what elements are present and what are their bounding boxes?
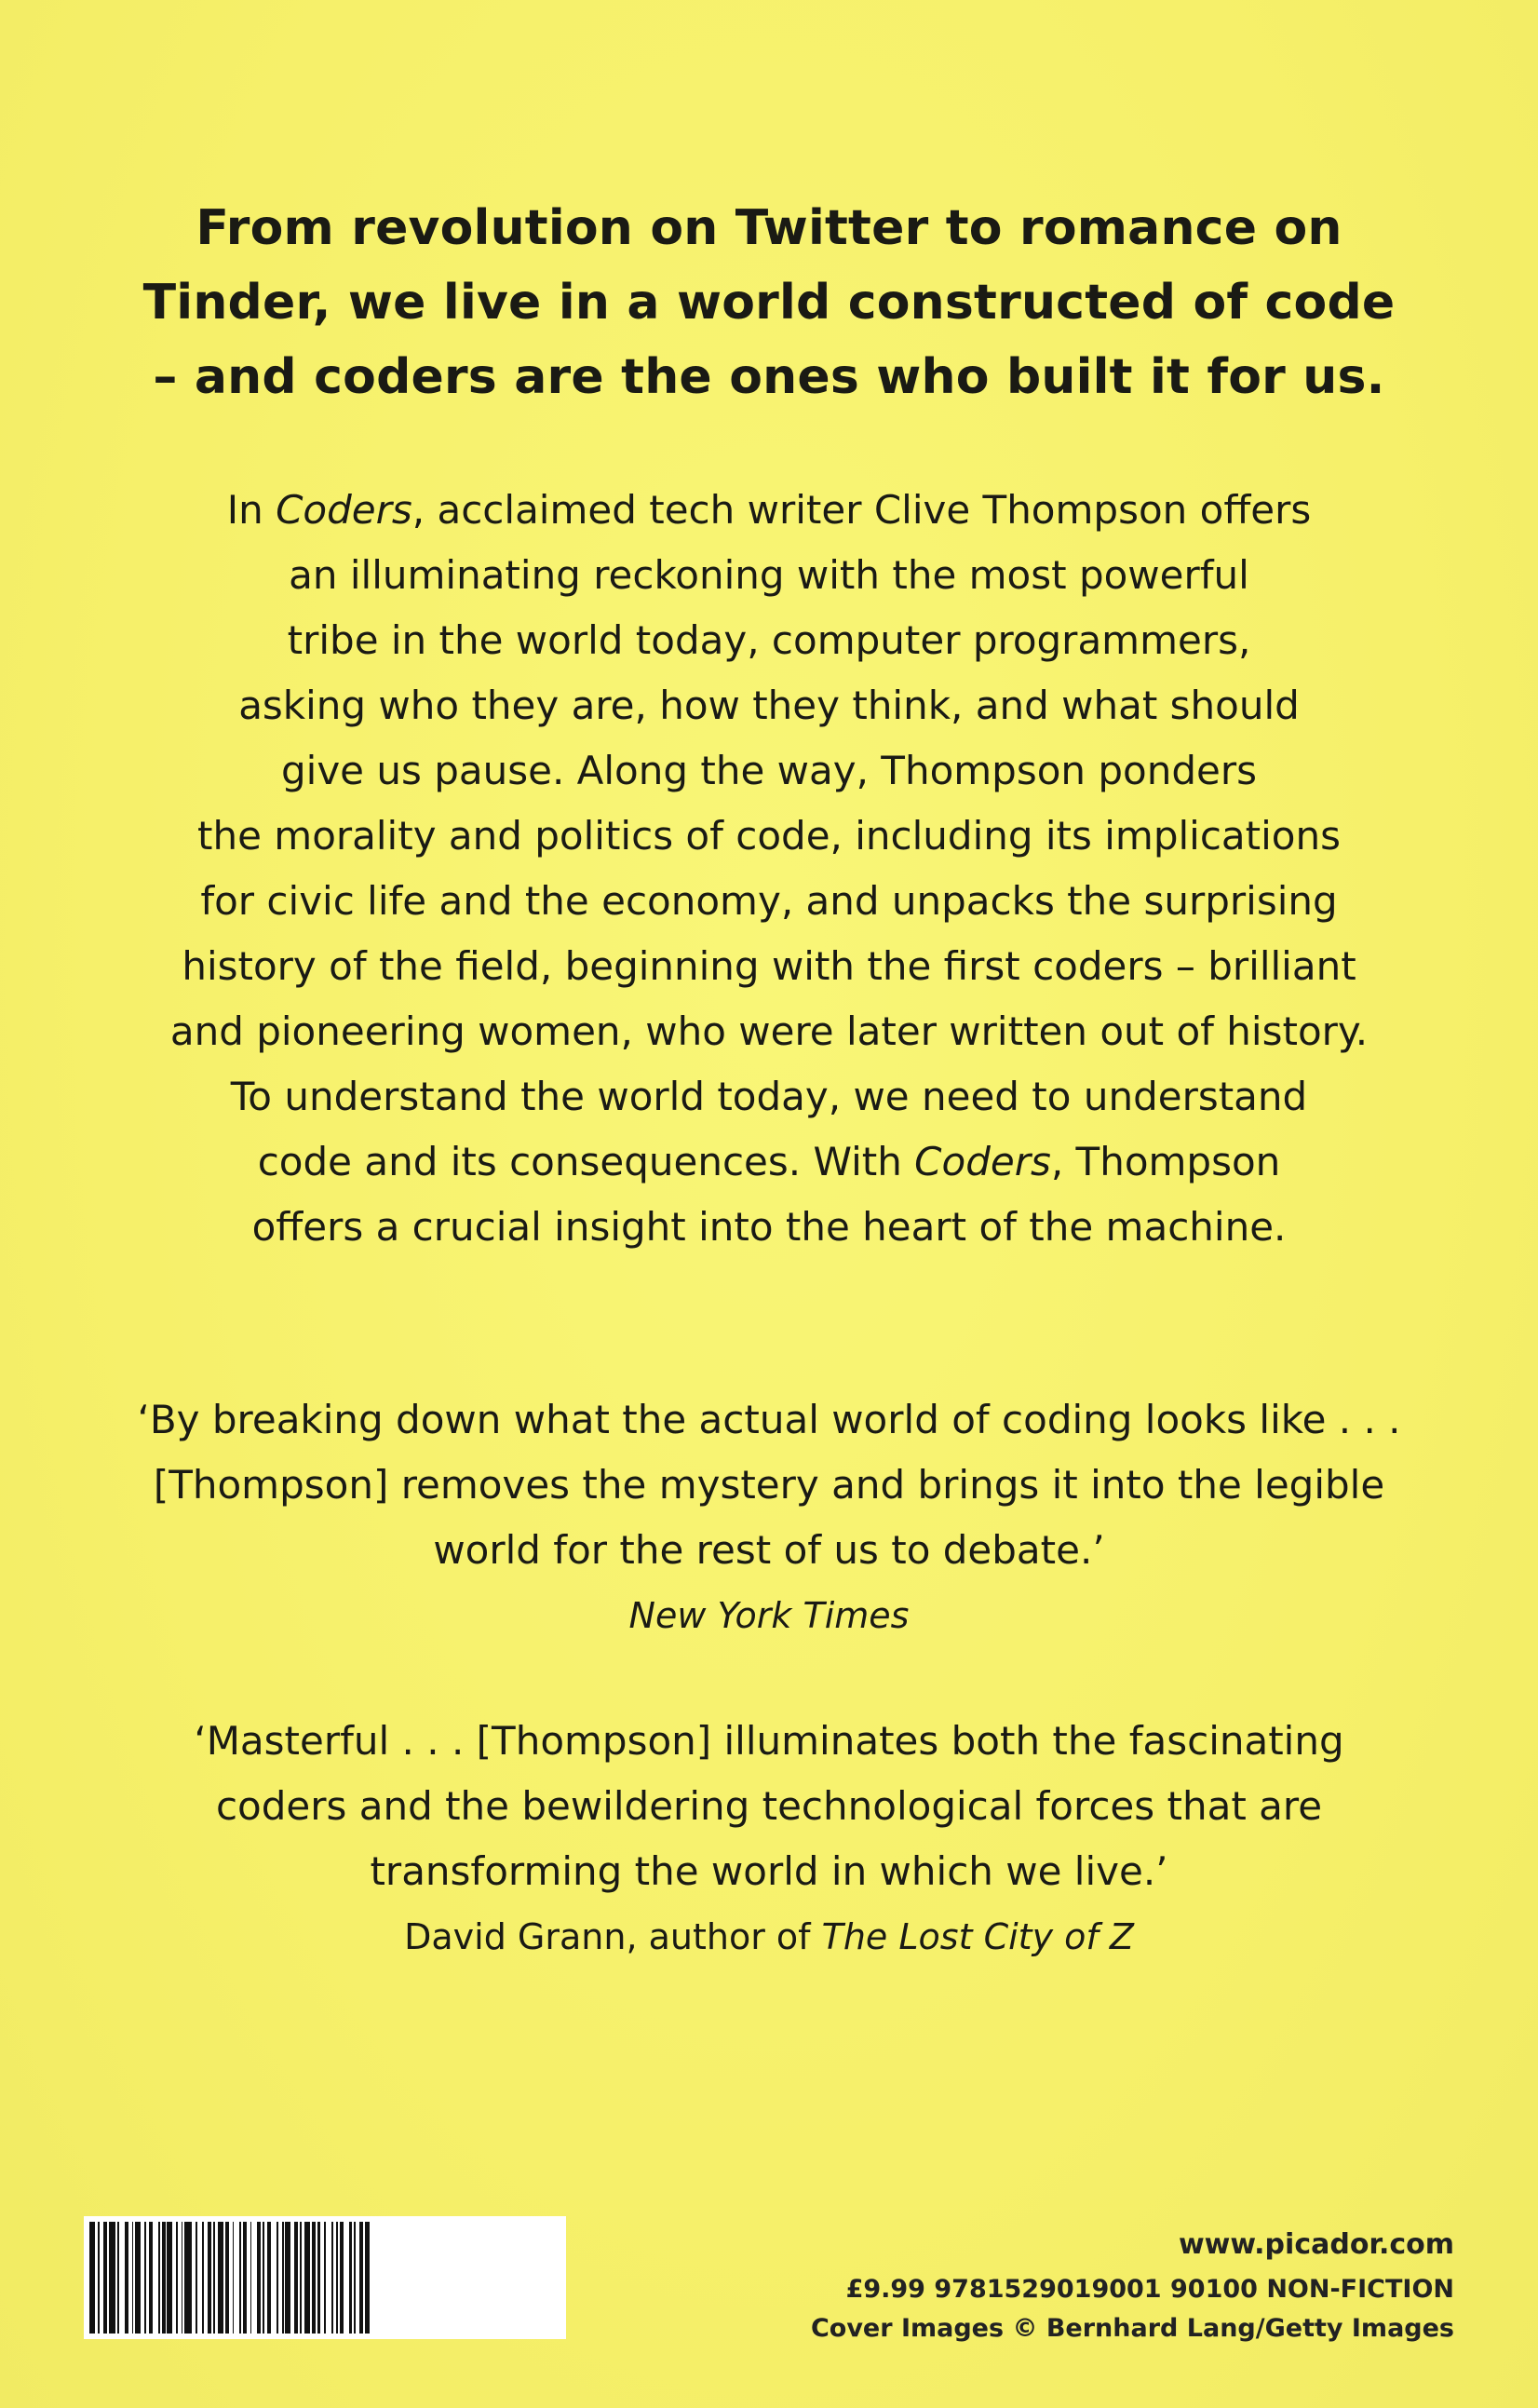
blurb-line <box>0 478 1538 543</box>
blurb-text: , Thompson <box>1050 1139 1281 1184</box>
blurb-line: asking who they are, how they think, and what should <box>238 683 1300 728</box>
barcode-bar <box>370 2222 371 2334</box>
attribution-book-title: The Lost City of Z <box>821 1916 1134 1957</box>
isbn-barcode <box>84 2216 566 2339</box>
cover-credit: Cover Images © Bernhard Lang/Getty Images <box>810 2314 1454 2343</box>
blurb-text: code and its consequences. With <box>257 1139 915 1184</box>
quote-line: transforming the world in which we live.’ <box>370 1848 1168 1894</box>
quote-attribution <box>0 1904 1538 1969</box>
book-title: Coders <box>914 1139 1051 1184</box>
publisher-url: www.picador.com <box>1178 2228 1454 2261</box>
blurb-line: give us pause. Along the way, Thompson ponders <box>280 748 1258 793</box>
blurb-line: the morality and politics of code, including its implications <box>197 813 1341 859</box>
headline <box>0 191 1538 414</box>
blurb-text: In <box>226 487 277 533</box>
barcode-bar <box>109 2222 116 2334</box>
blurb-text: , acclaimed tech writer Clive Thompson offers <box>411 487 1312 533</box>
blurb-line: an illuminating reckoning with the most powerful <box>289 552 1249 598</box>
book-title: Coders <box>276 487 412 533</box>
blurb-line <box>0 1130 1538 1195</box>
quote-source: New York Times <box>628 1595 910 1636</box>
quote-line: ‘Masterful . . . [Thompson] illuminates both the fascinating <box>194 1718 1344 1764</box>
headline-line: From revolution on Twitter to romance on <box>196 200 1342 256</box>
blurb-line: tribe in the world today, computer programmers, <box>287 617 1251 663</box>
quote-line: world for the rest of us to debate.’ <box>433 1527 1105 1573</box>
barcode-bars <box>89 2222 560 2334</box>
quote-line: [Thompson] removes the mystery and brings it into the legible <box>153 1462 1385 1508</box>
blurb-line: history of the field, beginning with the first coders – brilliant <box>182 943 1356 989</box>
imprint <box>811 2225 1454 2348</box>
blurb-line: and pioneering women, who were later written out of history. <box>169 1008 1369 1054</box>
quote-line: coders and the bewildering technological forces that are <box>215 1783 1323 1829</box>
attribution-text: David Grann, author of <box>404 1916 822 1957</box>
price-isbn-line: £9.99 9781529019001 90100 NON-FICTION <box>845 2275 1454 2304</box>
headline-line: Tinder, we live in a world constructed of code <box>142 275 1396 331</box>
blurb-line: for civic life and the economy, and unpacks the surprising <box>200 878 1338 924</box>
quote-line: ‘By breaking down what the actual world of coding looks like . . . <box>137 1397 1401 1442</box>
blurb-line: To understand the world today, we need to understand <box>230 1074 1308 1119</box>
headline-line: – and coders are the ones who built it for us. <box>153 349 1385 405</box>
blurb <box>0 478 1538 1260</box>
barcode-bar <box>184 2222 192 2334</box>
blurb-line: offers a crucial insight into the heart of the machine. <box>251 1204 1287 1250</box>
review-quote-nyt <box>0 1387 1538 1648</box>
review-quote-grann <box>0 1709 1538 1969</box>
